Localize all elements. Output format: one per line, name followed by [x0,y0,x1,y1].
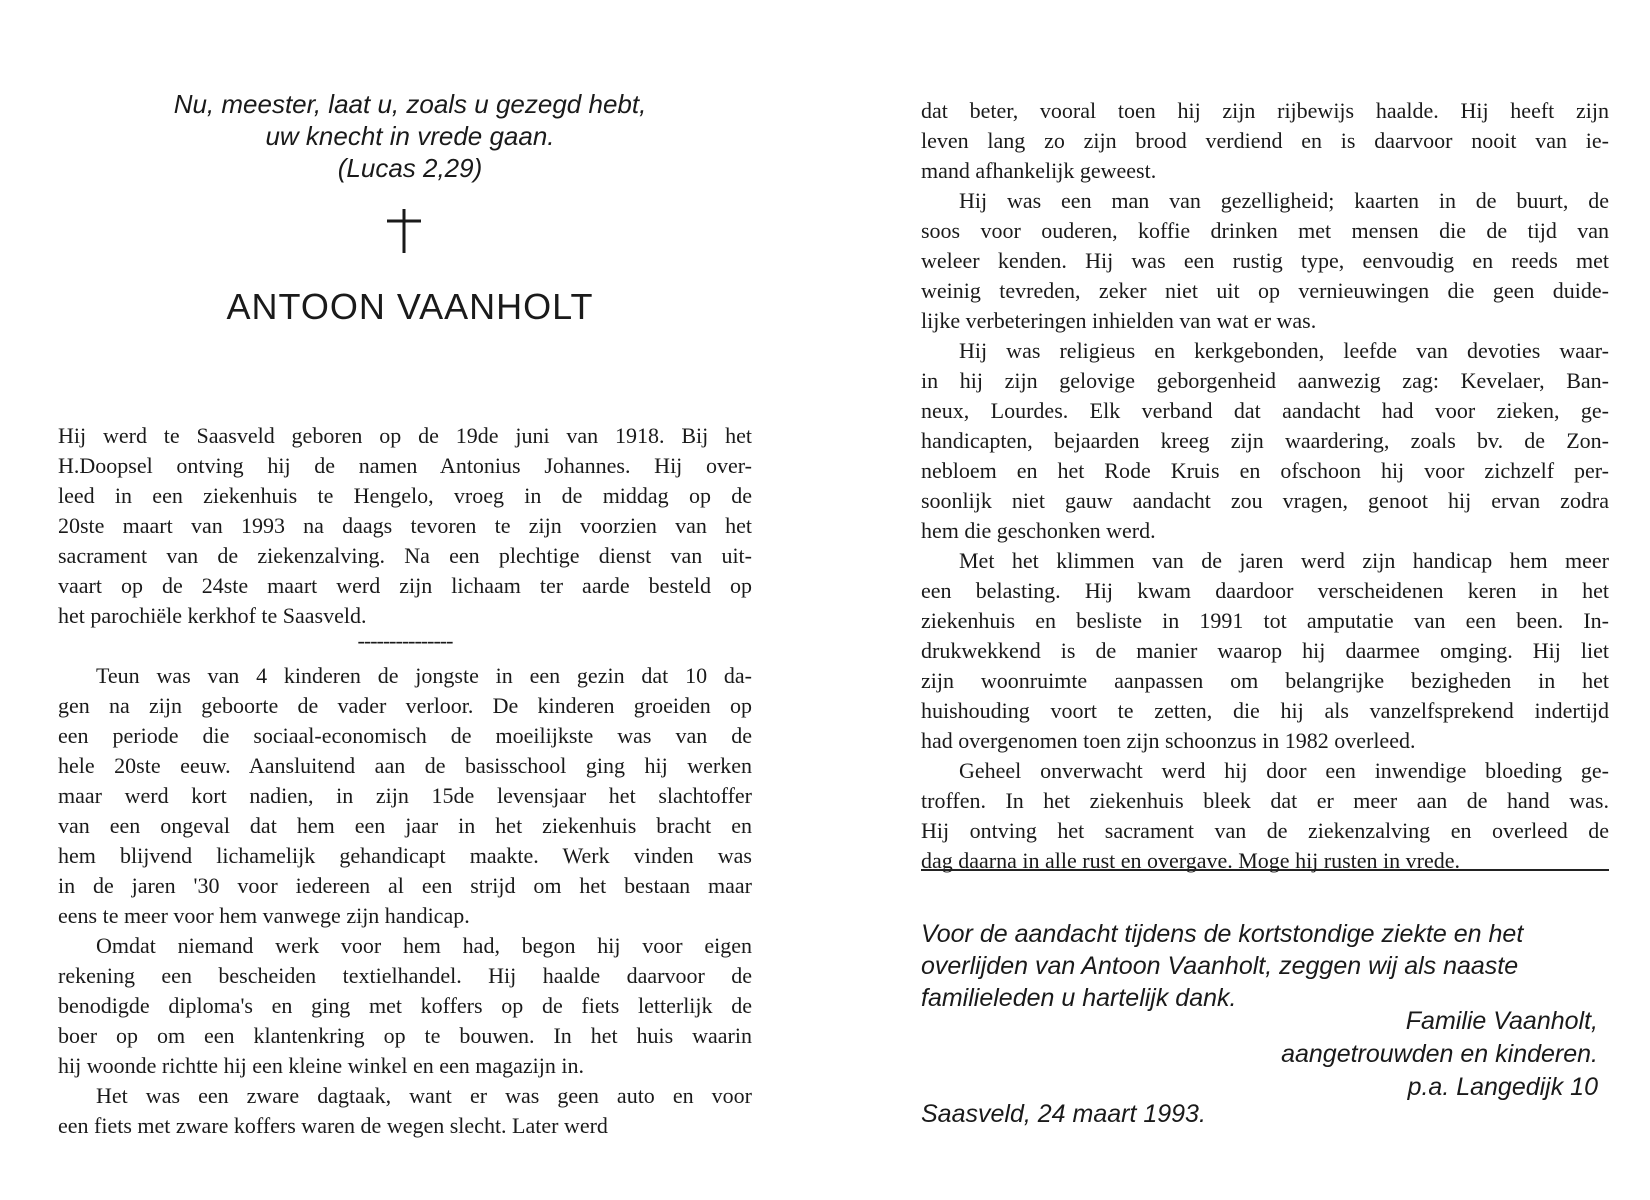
text-line: gen na zijn geboorte de vader verloor. De kinderen groeiden op [58,693,752,718]
biography-left-column [58,421,752,1141]
text-line: Hij werd te Saasveld geboren op de 19de juni van 1918. Bij het [58,423,752,448]
text-line: Hij ontving het sacrament van de ziekenzalving en overleed de [921,818,1609,843]
text-line: ziekenhuis en besliste in 1991 tot amputatie van een been. In- [921,608,1609,633]
place-date: Saasveld, 24 maart 1993. [921,1100,1206,1128]
paragraph [58,421,752,631]
thanks-line: familieleden u hartelijk dank. [921,984,1237,1012]
text-line: Met het klimmen van de jaren werd zijn handicap hem meer [959,548,1609,573]
paragraph [921,546,1609,756]
section-separator: --------------- [357,628,453,653]
text-line: Geheel onverwacht werd hij door een inwendige bloeding ge- [959,758,1609,783]
text-line: in hij zijn gelovige geborgenheid aanwezig zag: Kevelaer, Ban- [921,368,1609,393]
text-line: handicapten, bejaarden kreeg zijn waardering, zoals bv. de Zon- [921,428,1609,453]
text-line: eens te meer voor hem vanwege zijn handicap. [58,903,470,928]
thanks-line: Voor de aandacht tijdens de kortstondige ziekte en het [921,920,1524,948]
text-line: benodigde diploma's en ging met koffers op de fiets letterlijk de [58,993,752,1018]
text-line: H.Doopsel ontving hij de namen Antonius Johannes. Hij over- [58,453,752,478]
family-signature [1190,1005,1598,1104]
text-line: dag daarna in alle rust en overgave. Moge hij rusten in vrede. [921,848,1461,873]
text-line: hem blijvend lichamelijk gehandicapt maakte. Werk vinden was [58,843,752,868]
text-line: maar werd kort nadien, in zijn 15de levensjaar het slachtoffer [58,783,752,808]
text-line: hij woonde richtte hij een kleine winkel en een magazijn in. [58,1053,584,1078]
text-line: boer op om een klantenkring op te bouwen. In het huis waarin [58,1023,752,1048]
paragraph [58,931,752,1081]
text-line: 20ste maart van 1993 na daags tevoren te zijn voorzien van het [58,513,752,538]
text-line: Hij was een man van gezelligheid; kaarten in de buurt, de [959,188,1609,213]
epigraph-line: uw knecht in vrede gaan. [265,121,555,151]
text-line: hem die geschonken werd. [921,518,1156,543]
text-line: een belasting. Hij kwam daardoor verscheidenen keren in het [921,578,1609,603]
deceased-name: ANTOON VAANHOLT [226,286,594,327]
epigraph-reference: (Lucas 2,29) [337,153,483,183]
text-line: Hij was religieus en kerkgebonden, leefde van devoties waar- [959,338,1609,363]
text-line: Het was een zware dagtaak, want er was geen auto en voor [96,1083,752,1108]
epigraph-line: Nu, meester, laat u, zoals u gezegd hebt, [173,89,647,119]
paragraph [921,756,1609,876]
signature-address: p.a. Langedijk 10 [1407,1073,1598,1101]
text-line: vaart op de 24ste maart werd zijn lichaam ter aarde besteld op [58,573,752,598]
thanks-line: overlijden van Antoon Vaanholt, zeggen wij als naaste [921,952,1519,980]
text-line: had overgenomen toen zijn schoonzus in 1982 overleed. [921,728,1416,753]
text-line: nebloem en het Rode Kruis en ofschoon hij voor zichzelf per- [921,458,1609,483]
paragraph [58,661,752,931]
paragraph [921,96,1609,186]
text-line: lijke verbeteringen inhielden van wat er was. [921,308,1317,333]
text-line: dat beter, vooral toen hij zijn rijbewijs haalde. Hij heeft zijn [921,98,1609,123]
text-line: leven lang zo zijn brood verdiend en is daarvoor nooit van ie- [921,128,1609,153]
text-line: in de jaren '30 voor iedereen al een strijd om het bestaan maar [58,873,752,898]
text-line: mand afhankelijk geweest. [921,158,1157,183]
text-line: troffen. In het ziekenhuis bleek dat er meer aan de hand was. [921,788,1609,813]
text-line: Teun was van 4 kinderen de jongste in een gezin dat 10 da- [96,663,752,688]
text-line: hele 20ste eeuw. Aansluitend aan de basisschool ging hij werken [58,753,752,778]
text-line: weleer kenden. Hij was een rustig type, eenvoudig en reeds met [921,248,1609,273]
text-line: leed in een ziekenhuis te Hengelo, vroeg in de middag op de [58,483,752,508]
cross-icon [384,207,424,260]
text-line: soonlijk niet gauw aandacht zou vragen, genoot hij ervan zodra [921,488,1609,513]
biography-right-column [921,96,1609,876]
text-line: rekening een bescheiden textielhandel. Hij haalde daarvoor de [58,963,752,988]
epigraph [140,88,680,184]
paragraph [921,336,1609,546]
text-line: soos voor ouderen, koffie drinken met mensen die de tijd van [921,218,1609,243]
text-line: van een ongeval dat hem een jaar in het ziekenhuis bracht en [58,813,752,838]
text-line: huishouding voort te zetten, die hij als vanzelfsprekend indertijd [921,698,1609,723]
text-line: zijn woonruimte aanpassen om belangrijke bezigheden in het [921,668,1609,693]
text-line: Omdat niemand werk voor hem had, begon hij voor eigen [96,933,752,958]
text-line: weinig tevreden, zeker niet uit op vernieuwingen die geen duide- [921,278,1609,303]
divider [921,869,1609,871]
text-line: neux, Lourdes. Elk verband dat aandacht had voor zieken, ge- [921,398,1609,423]
text-line: sacrament van de ziekenzalving. Na een plechtige dienst van uit- [58,543,752,568]
text-line: drukwekkend is de manier waarop hij daarmee omging. Hij liet [921,638,1609,663]
paragraph [58,1081,752,1141]
signature-line: aangetrouwden en kinderen. [1281,1040,1598,1068]
thanks-note [921,918,1621,1014]
signature-line: Familie Vaanholt, [1405,1007,1598,1035]
paragraph [921,186,1609,336]
text-line: een periode die sociaal-economisch de moeilijkste was van de [58,723,752,748]
text-line: een fiets met zware koffers waren de wegen slecht. Later werd [58,1113,608,1138]
text-line: het parochiële kerkhof te Saasveld. [58,603,367,628]
